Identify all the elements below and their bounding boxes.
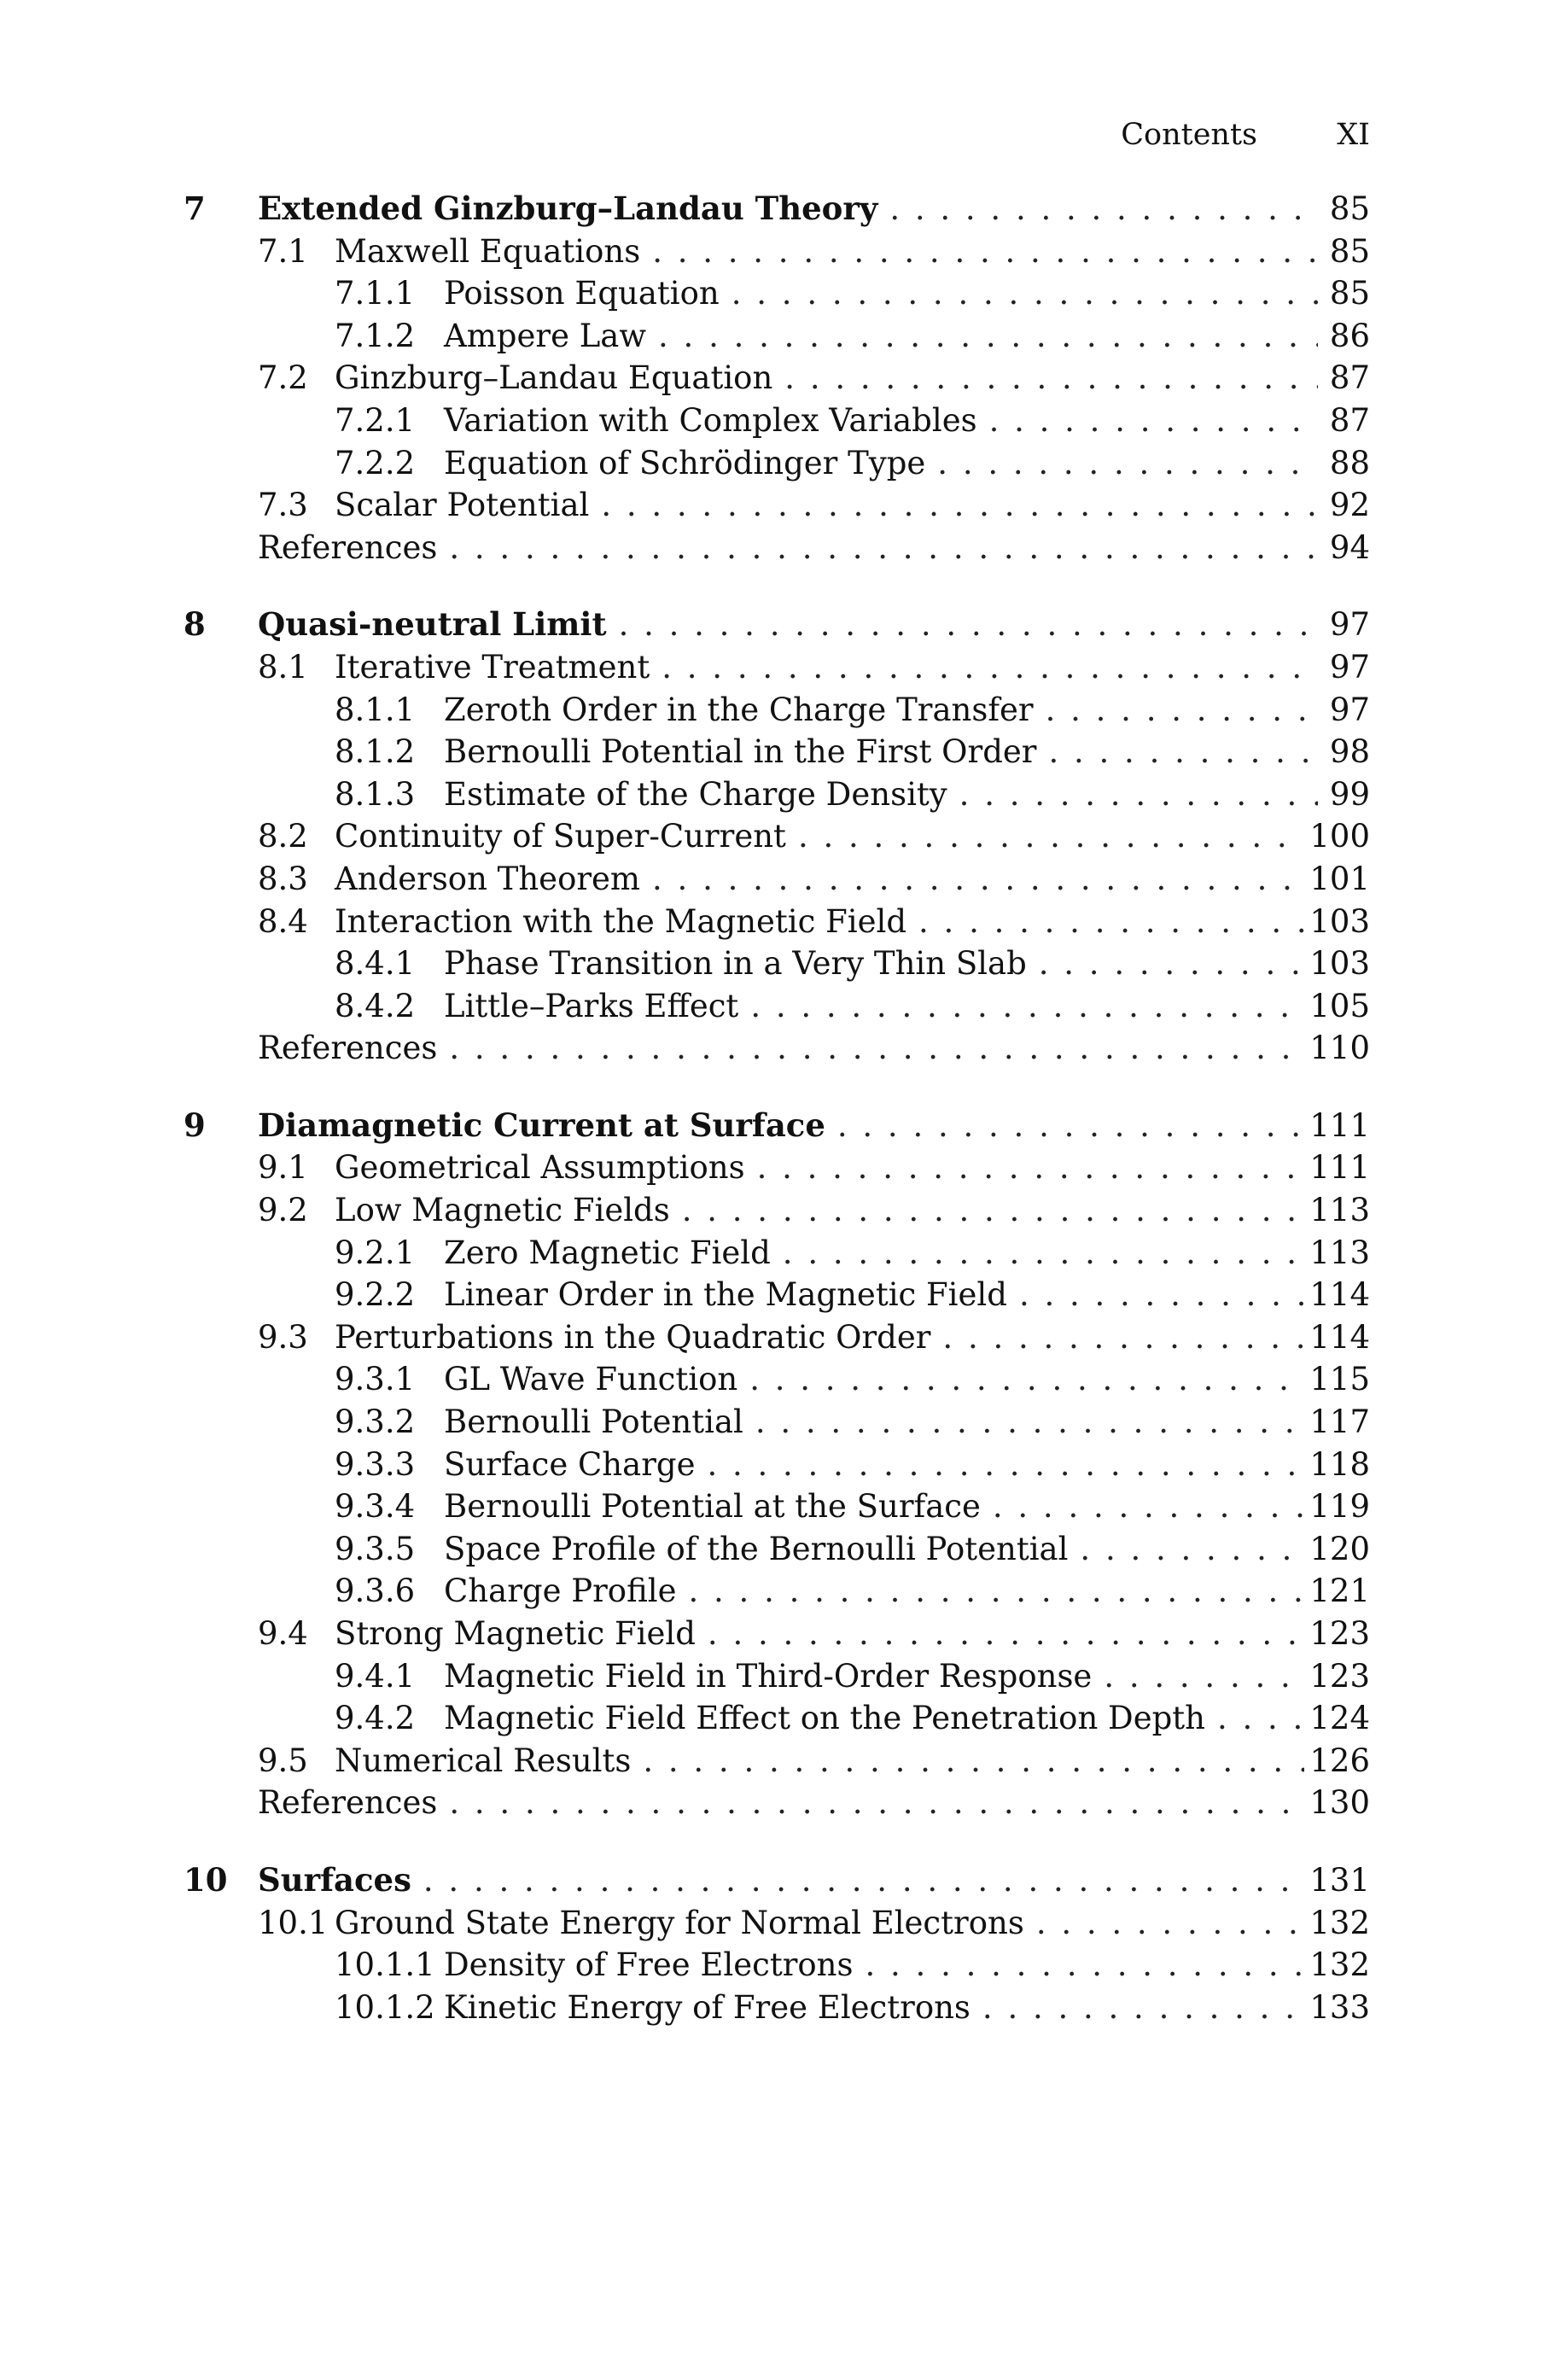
subsection-number: 10.1.1 bbox=[335, 1946, 435, 1984]
toc-entry-section[interactable] bbox=[184, 484, 1370, 527]
page-number: 85 bbox=[1329, 232, 1370, 270]
page-number: 115 bbox=[1309, 1361, 1370, 1398]
subsection-title: Magnetic Field Effect on the Penetration Depth bbox=[444, 1700, 1205, 1737]
page-number: 97 bbox=[1329, 606, 1370, 644]
subsection-title: Bernoulli Potential bbox=[444, 1403, 743, 1441]
dot-leader bbox=[942, 1316, 1304, 1359]
subsection-number: 8.4.2 bbox=[335, 987, 416, 1024]
dot-leader bbox=[1046, 689, 1318, 732]
toc-entry-section[interactable] bbox=[184, 815, 1370, 858]
dot-leader bbox=[837, 1105, 1304, 1147]
chapter-number: 9 bbox=[184, 1106, 206, 1144]
toc-entry-chapter[interactable] bbox=[184, 1859, 1370, 1902]
section-title: Low Magnetic Fields bbox=[335, 1192, 670, 1229]
toc-entry-references[interactable] bbox=[184, 527, 1370, 569]
dot-leader bbox=[982, 1987, 1304, 2029]
subsection-number: 9.4.2 bbox=[335, 1700, 416, 1737]
dot-leader bbox=[937, 442, 1318, 485]
chapter-8 bbox=[184, 604, 1370, 1070]
page-number: 113 bbox=[1309, 1192, 1370, 1229]
section-title: Strong Magnetic Field bbox=[335, 1615, 696, 1652]
toc-entry-section[interactable] bbox=[184, 1147, 1370, 1189]
toc-entry-section[interactable] bbox=[184, 1613, 1370, 1655]
toc-entry-references[interactable] bbox=[184, 1782, 1370, 1824]
subsection-title: Bernoulli Potential in the First Order bbox=[444, 733, 1037, 771]
section-number: 9.4 bbox=[258, 1615, 308, 1652]
dot-leader bbox=[783, 1232, 1305, 1275]
page-number: 118 bbox=[1309, 1445, 1370, 1483]
subsection-number: 9.3.2 bbox=[335, 1403, 416, 1441]
toc-entry-section[interactable] bbox=[184, 1902, 1370, 1945]
running-header-title: Contents bbox=[1121, 118, 1257, 152]
subsection-title: Estimate of the Charge Density bbox=[444, 775, 947, 813]
subsection-number: 7.2.2 bbox=[335, 444, 416, 481]
section-number: 8.3 bbox=[258, 860, 308, 897]
subsection-title: Linear Order in the Magnetic Field bbox=[444, 1276, 1007, 1314]
subsection-number: 7.1.2 bbox=[335, 317, 416, 354]
dot-leader bbox=[658, 315, 1318, 358]
chapter-10 bbox=[184, 1859, 1370, 2028]
section-title: Geometrical Assumptions bbox=[335, 1149, 745, 1187]
page-number: 121 bbox=[1309, 1573, 1370, 1610]
dot-leader bbox=[708, 1613, 1304, 1655]
section-title: Ground State Energy for Normal Electrons bbox=[335, 1904, 1024, 1941]
subsection-number: 9.3.3 bbox=[335, 1445, 416, 1483]
toc-entry-subsection[interactable] bbox=[184, 1528, 1370, 1571]
toc-entry-section[interactable] bbox=[184, 858, 1370, 901]
toc-entry-subsection[interactable] bbox=[184, 315, 1370, 358]
subsection-title: Phase Transition in a Very Thin Slab bbox=[444, 945, 1027, 983]
toc-entry-subsection[interactable] bbox=[184, 1697, 1370, 1740]
dot-leader bbox=[1019, 1274, 1304, 1316]
chapter-title: Quasi-neutral Limit bbox=[258, 605, 607, 644]
toc-entry-section[interactable] bbox=[184, 1740, 1370, 1783]
table-of-contents bbox=[184, 188, 1370, 2063]
page-number: 130 bbox=[1309, 1784, 1370, 1822]
toc-entry-section[interactable] bbox=[184, 230, 1370, 273]
toc-entry-subsection[interactable] bbox=[184, 1444, 1370, 1486]
page-number: 114 bbox=[1309, 1318, 1370, 1356]
dot-leader bbox=[918, 901, 1304, 943]
page-number: 92 bbox=[1329, 487, 1370, 524]
subsection-number: 7.2.1 bbox=[335, 401, 416, 439]
page-number: 111 bbox=[1309, 1106, 1370, 1144]
dot-leader bbox=[423, 1859, 1304, 1902]
dot-leader bbox=[784, 357, 1318, 400]
page-number: 103 bbox=[1309, 945, 1370, 983]
toc-entry-section[interactable] bbox=[184, 901, 1370, 943]
subsection-number: 7.1.1 bbox=[335, 275, 416, 312]
page-number: 98 bbox=[1329, 733, 1370, 771]
toc-entry-chapter[interactable] bbox=[184, 604, 1370, 646]
toc-entry-section[interactable] bbox=[184, 1189, 1370, 1232]
toc-entry-subsection[interactable] bbox=[184, 442, 1370, 485]
dot-leader bbox=[1104, 1655, 1304, 1698]
subsection-title: Charge Profile bbox=[444, 1573, 677, 1610]
toc-entry-subsection[interactable] bbox=[184, 731, 1370, 773]
subsection-title: Zeroth Order in the Charge Transfer bbox=[444, 691, 1034, 728]
page-number: 110 bbox=[1309, 1030, 1370, 1067]
toc-entry-references[interactable] bbox=[184, 1027, 1370, 1070]
chapter-title: Surfaces bbox=[258, 1860, 411, 1899]
toc-entry-chapter[interactable] bbox=[184, 1105, 1370, 1147]
toc-entry-subsection[interactable] bbox=[184, 942, 1370, 985]
dot-leader bbox=[993, 1485, 1305, 1528]
page-number: 124 bbox=[1309, 1700, 1370, 1737]
section-title: Numerical Results bbox=[335, 1742, 632, 1779]
page-number: 86 bbox=[1329, 317, 1370, 354]
page-number: 94 bbox=[1329, 528, 1370, 566]
subsection-number: 8.1.1 bbox=[335, 691, 416, 728]
dot-leader bbox=[619, 604, 1318, 646]
toc-entry-section[interactable] bbox=[184, 646, 1370, 689]
page-number: 105 bbox=[1309, 987, 1370, 1024]
page-number: 97 bbox=[1329, 648, 1370, 686]
toc-entry-subsection[interactable] bbox=[184, 1401, 1370, 1444]
section-number: 7.1 bbox=[258, 232, 308, 270]
subsection-number: 9.3.4 bbox=[335, 1488, 416, 1526]
subsection-number: 9.3.5 bbox=[335, 1530, 416, 1567]
subsection-number: 8.1.2 bbox=[335, 733, 416, 771]
subsection-title: Bernoulli Potential at the Surface bbox=[444, 1488, 981, 1526]
toc-entry-section[interactable] bbox=[184, 357, 1370, 400]
dot-leader bbox=[652, 230, 1318, 273]
dot-leader bbox=[798, 815, 1304, 858]
section-number: 10.1 bbox=[258, 1904, 329, 1941]
toc-entry-subsection[interactable] bbox=[184, 985, 1370, 1028]
page-number: 119 bbox=[1309, 1488, 1370, 1526]
toc-entry-subsection[interactable] bbox=[184, 1274, 1370, 1316]
section-number: 9.3 bbox=[258, 1318, 308, 1356]
subsection-title: Little–Parks Effect bbox=[444, 987, 739, 1024]
section-number: 8.4 bbox=[258, 902, 308, 940]
page-number: 113 bbox=[1309, 1234, 1370, 1271]
section-number: 9.1 bbox=[258, 1149, 308, 1187]
page-number: 87 bbox=[1329, 401, 1370, 439]
dot-leader bbox=[1048, 731, 1318, 773]
section-title: Continuity of Super-Current bbox=[335, 818, 786, 855]
toc-entry-section[interactable] bbox=[184, 1316, 1370, 1359]
subsection-title: Poisson Equation bbox=[444, 275, 720, 312]
dot-leader bbox=[959, 773, 1318, 816]
subsection-title: GL Wave Function bbox=[444, 1361, 738, 1398]
page-number: 88 bbox=[1329, 444, 1370, 481]
dot-leader bbox=[755, 1401, 1305, 1444]
toc-entry-subsection[interactable] bbox=[184, 1570, 1370, 1613]
section-number: 8.2 bbox=[258, 818, 308, 855]
subsection-number: 9.2.2 bbox=[335, 1276, 416, 1314]
dot-leader bbox=[449, 1782, 1304, 1824]
dot-leader bbox=[1036, 1902, 1305, 1945]
page-number: 132 bbox=[1309, 1946, 1370, 1984]
page-number: 100 bbox=[1309, 818, 1370, 855]
references-title: References bbox=[258, 1784, 438, 1822]
subsection-number: 9.3.1 bbox=[335, 1361, 416, 1398]
toc-entry-subsection[interactable] bbox=[184, 272, 1370, 315]
dot-leader bbox=[449, 527, 1318, 569]
dot-leader bbox=[732, 272, 1318, 315]
page-number: 120 bbox=[1309, 1530, 1370, 1567]
page-number: 111 bbox=[1309, 1149, 1370, 1187]
dot-leader bbox=[1039, 942, 1305, 985]
toc-entry-subsection[interactable] bbox=[184, 1232, 1370, 1275]
dot-leader bbox=[689, 1570, 1305, 1613]
dot-leader bbox=[1217, 1697, 1304, 1740]
page-number: 85 bbox=[1329, 190, 1370, 227]
page-number: 85 bbox=[1329, 275, 1370, 312]
subsection-number: 8.4.1 bbox=[335, 945, 416, 983]
section-title: Perturbations in the Quadratic Order bbox=[335, 1318, 931, 1356]
toc-entry-subsection[interactable] bbox=[184, 689, 1370, 732]
page-number: 101 bbox=[1309, 860, 1370, 897]
chapter-number: 7 bbox=[184, 190, 206, 227]
subsection-number: 8.1.3 bbox=[335, 775, 416, 813]
dot-leader bbox=[989, 400, 1318, 442]
subsection-number: 10.1.2 bbox=[335, 1988, 435, 2026]
subsection-title: Variation with Complex Variables bbox=[444, 401, 977, 439]
section-title: Interaction with the Magnetic Field bbox=[335, 902, 907, 940]
page-number: 103 bbox=[1309, 902, 1370, 940]
subsection-number: 9.3.6 bbox=[335, 1573, 416, 1610]
page-number: 123 bbox=[1309, 1615, 1370, 1652]
dot-leader bbox=[866, 1944, 1305, 1987]
toc-entry-subsection[interactable] bbox=[184, 1987, 1370, 2029]
section-number: 7.2 bbox=[258, 359, 308, 397]
page-number: 133 bbox=[1309, 1988, 1370, 2026]
dot-leader bbox=[757, 1147, 1305, 1189]
page-number: 123 bbox=[1309, 1657, 1370, 1695]
subsection-number: 9.4.1 bbox=[335, 1657, 416, 1695]
subsection-title: Magnetic Field in Third-Order Response bbox=[444, 1657, 1093, 1695]
page-number: 99 bbox=[1329, 775, 1370, 813]
section-number: 9.5 bbox=[258, 1742, 308, 1779]
subsection-title: Kinetic Energy of Free Electrons bbox=[444, 1988, 971, 2026]
dot-leader bbox=[889, 188, 1318, 230]
dot-leader bbox=[643, 1740, 1304, 1783]
subsection-title: Zero Magnetic Field bbox=[444, 1234, 771, 1271]
toc-entry-subsection[interactable] bbox=[184, 1485, 1370, 1528]
running-header-page-number: XI bbox=[1337, 118, 1370, 152]
subsection-number: 9.2.1 bbox=[335, 1234, 416, 1271]
dot-leader bbox=[662, 646, 1318, 689]
section-title: Anderson Theorem bbox=[335, 860, 641, 897]
subsection-title: Equation of Schrödinger Type bbox=[444, 444, 926, 481]
references-title: References bbox=[258, 1030, 438, 1067]
page-number: 97 bbox=[1329, 691, 1370, 728]
chapter-7 bbox=[184, 188, 1370, 569]
dot-leader bbox=[652, 858, 1304, 901]
page-number: 114 bbox=[1309, 1276, 1370, 1314]
subsection-title: Surface Charge bbox=[444, 1445, 696, 1483]
subsection-title: Ampere Law bbox=[444, 317, 647, 354]
toc-entry-subsection[interactable] bbox=[184, 1358, 1370, 1401]
section-number: 8.1 bbox=[258, 648, 308, 686]
chapter-title: Diamagnetic Current at Surface bbox=[258, 1106, 825, 1144]
page-number: 87 bbox=[1329, 359, 1370, 397]
page-number: 131 bbox=[1309, 1861, 1370, 1899]
section-title: Ginzburg–Landau Equation bbox=[335, 359, 773, 397]
section-title: Maxwell Equations bbox=[335, 232, 641, 270]
toc-entry-subsection[interactable] bbox=[184, 1655, 1370, 1698]
dot-leader bbox=[749, 1358, 1304, 1401]
references-title: References bbox=[258, 528, 438, 566]
dot-leader bbox=[1080, 1528, 1304, 1571]
dot-leader bbox=[750, 985, 1304, 1028]
subsection-title: Space Profile of the Bernoulli Potential bbox=[444, 1530, 1069, 1567]
toc-entry-chapter[interactable] bbox=[184, 188, 1370, 230]
page-number: 117 bbox=[1309, 1403, 1370, 1441]
dot-leader bbox=[707, 1444, 1304, 1486]
chapter-title: Extended Ginzburg–Landau Theory bbox=[258, 190, 878, 227]
dot-leader bbox=[449, 1027, 1304, 1070]
page-number: 132 bbox=[1309, 1904, 1370, 1941]
section-title: Scalar Potential bbox=[335, 487, 590, 524]
chapter-9 bbox=[184, 1105, 1370, 1824]
page-number: 126 bbox=[1309, 1742, 1370, 1779]
section-number: 9.2 bbox=[258, 1192, 308, 1229]
chapter-number: 8 bbox=[184, 605, 206, 644]
toc-entry-subsection[interactable] bbox=[184, 773, 1370, 816]
subsection-title: Density of Free Electrons bbox=[444, 1946, 854, 1984]
dot-leader bbox=[682, 1189, 1305, 1232]
section-title: Iterative Treatment bbox=[335, 648, 650, 686]
toc-entry-subsection[interactable] bbox=[184, 400, 1370, 442]
toc-entry-subsection[interactable] bbox=[184, 1944, 1370, 1987]
section-number: 7.3 bbox=[258, 487, 308, 524]
chapter-number: 10 bbox=[184, 1860, 228, 1899]
dot-leader bbox=[601, 484, 1318, 527]
